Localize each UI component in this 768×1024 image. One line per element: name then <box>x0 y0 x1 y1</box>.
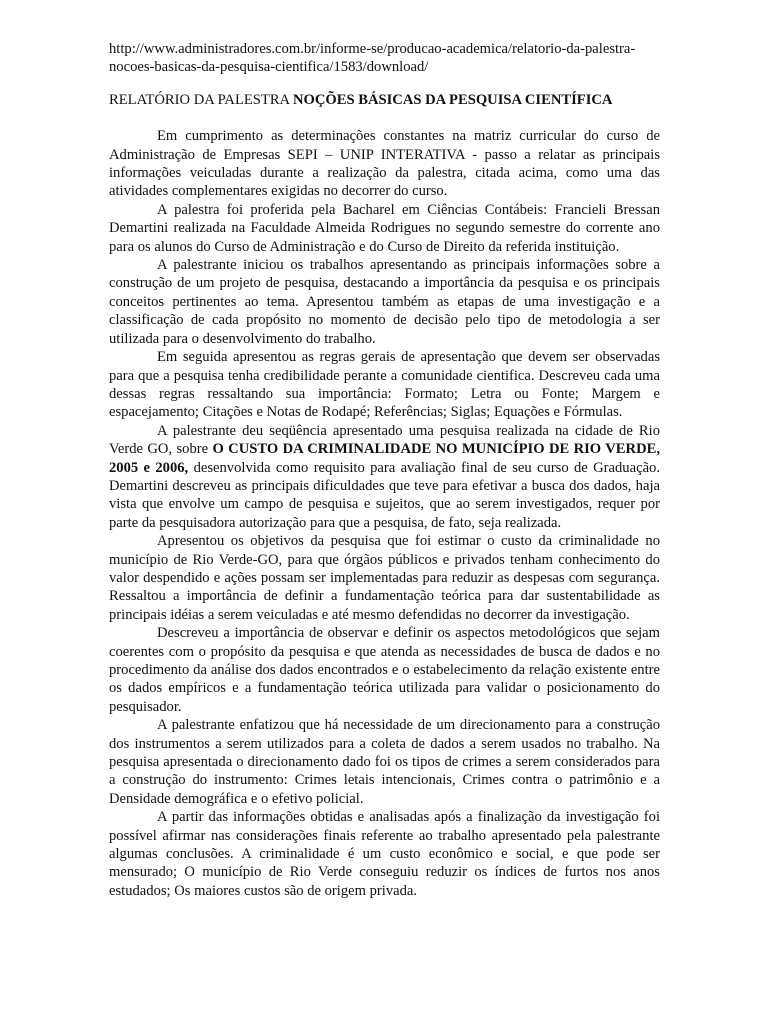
paragraph-8: A palestrante enfatizou que há necessidade de um direcionamento para a construção dos instrumentos a serem utilizados para a coleta de dados a serem usados no trabalho. Na pesquisa apresentada o direcionamento dado foi os tipos de crimes a serem considerados para a construção do instrumento: Crimes letais intencionais, Crimes contra o patrimônio e a Densidade demográfica e o efetivo policial. <box>109 717 660 807</box>
research-title-bold: O CUSTO DA CRIMINALIDADE NO MUNICÍPIO DE RIO VERDE, 2005 e 2006, <box>109 441 660 476</box>
paragraph-5-intro: A palestrante deu seqüência apresentado uma pesquisa realizada na cidade de Rio Verde GO, sobre <box>109 422 660 458</box>
paragraph-6: Apresentou os objetivos da pesquisa que foi estimar o custo da criminalidade no município de Rio Verde-GO, para que órgãos públicos e privados tenham conhecimento do valor despendido e ações possam ser implementadas para reduzir as despesas com segurança. Ressaltou a importância de definir a fundamentação teórica para dar sustentabilidade as principais idéias a serem veiculadas e até mesmo defendidas no decorrer da investigação. <box>109 533 660 623</box>
report-title-bold: NOÇÕES BÁSICAS DA PESQUISA CIENTÍFICA <box>292 91 613 108</box>
report-title <box>109 91 660 109</box>
paragraph-5-rest: desenvolvida como requisito para avaliação final de seu curso de Graduação. Demartini descreveu as principais dificuldades que teve para efetivar a busca dos dados, haja vista que envolve um campo de pesquisa e sujeitos, que ao serem investigados, requer por parte da pesquisadora autorização para que a pesquisa, de fato, seja realizada. <box>109 459 660 531</box>
paragraph-2: A palestra foi proferida pela Bacharel em Ciências Contábeis: Francieli Bressan Demartini realizada na Faculdade Almeida Rodrigues no segundo semestre do corrente ano para os alunos do Curso de Administração e do Curso de Direito da referida instituição. <box>109 201 660 255</box>
report-title-prefix: RELATÓRIO DA PALESTRA <box>109 91 293 108</box>
paragraph-3: A palestrante iniciou os trabalhos apresentando as principais informações sobre a construção de um projeto de pesquisa, destacando a importância da pesquisa e os principais conceitos pertinentes ao tema. Apresentou também as etapas de uma investigação e a classificação de cada propósito no momento de decisão pelo tipo de metodologia a ser utilizada para o desenvolvimento do trabalho. <box>109 257 660 347</box>
paragraph-4: Em seguida apresentou as regras gerais de apresentação que devem ser observadas para que a pesquisa tenha credibilidade perante a comunidade cientifica. Descreveu cada uma dessas regras ressaltando sua importância: Formato; Letra ou Fonte; Margem e espacejamento; Citações e Notas de Rodapé; Referências; Siglas; Equações e Fórmulas. <box>109 349 660 421</box>
paragraph-1: Em cumprimento as determinações constantes na matriz curricular do curso de Administração de Empresas SEPI – UNIP INTERATIVA - passo a relatar as principais informações veiculadas durante a realização da palestra, citada acima, como uma das atividades complementares exigidas no decorrer do curso. <box>109 128 660 200</box>
paragraph-7: Descreveu a importância de observar e definir os aspectos metodológicos que sejam coerentes com o propósito da pesquisa e que atenda as necessidades de busca de dados e no procedimento da análise dos dados encontrados e o estabelecimento da relação existente entre os dados empíricos e a fundamentação teórica utilizada para validar o posicionamento do pesquisador. <box>109 625 660 715</box>
source-url: http://www.administradores.com.br/informe-se/producao-academica/relatorio-da-palestra-nocoes-basicas-da-pesquisa-cientifica/1583/download/ <box>109 41 636 76</box>
document-page <box>109 40 660 900</box>
paragraph-9: A partir das informações obtidas e analisadas após a finalização da investigação foi possível afirmar nas considerações finais referente ao trabalho apresentado pela palestrante algumas conclusões. A criminalidade é um custo econômico e social, e que pode ser mensurado; O município de Rio Verde conseguiu reduzir os índices de furtos nos anos estudados; Os maiores custos são de origem privada. <box>109 809 660 899</box>
paragraph-5 <box>109 422 660 532</box>
